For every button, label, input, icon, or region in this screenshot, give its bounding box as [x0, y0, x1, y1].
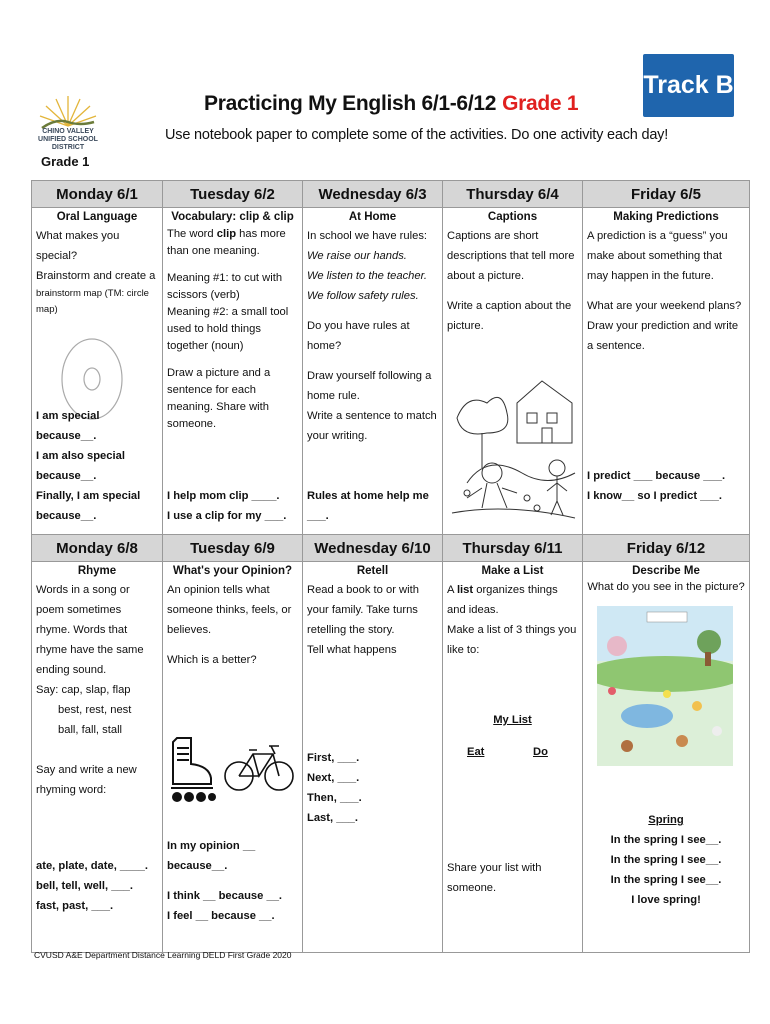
share-instruction: Share your list with someone.	[447, 862, 542, 894]
sentence-frame: Finally, I am special because__.	[36, 490, 141, 522]
instruction: Draw yourself following a home rule.	[307, 370, 432, 402]
cell-thursday-6-11	[443, 562, 583, 953]
text-line: Words in a song or poem sometimes rhyme. Words that rhyme have the same ending sound.	[36, 584, 144, 676]
grade-label: Grade 1	[41, 154, 90, 169]
cell-friday-6-5	[583, 208, 750, 535]
track-badge: Track B	[643, 54, 734, 117]
week1-row	[32, 208, 750, 535]
rhyme-frame: bell, tell, well, ___.	[36, 880, 134, 892]
question: What do you see in the picture?	[587, 581, 745, 593]
sentence-frame: I am also special because__.	[36, 450, 125, 482]
park-scene-image	[447, 373, 577, 523]
week1-header-row	[32, 181, 750, 208]
rhyme-frame: ate, plate, date, ____.	[36, 860, 148, 872]
week2-row	[32, 562, 750, 953]
page-subtitle: Use notebook paper to complete some of the activities. Do one activity each day!	[165, 127, 669, 143]
title-grade: Grade 1	[502, 92, 579, 115]
activity-grid	[31, 180, 750, 953]
text-line: An opinion tells what someone thinks, feels, or believes.	[167, 584, 292, 636]
roller-skate-icon	[165, 734, 217, 804]
cell-wednesday-6-3	[303, 208, 443, 535]
title-text: Practicing My English 6/1-6/12	[204, 92, 497, 115]
instruction: Say and write a new rhyming word:	[36, 764, 137, 796]
day-header: Thursday 6/4	[443, 181, 583, 208]
rule-line: We follow safety rules.	[307, 290, 419, 302]
sentence-frame: I am special because__.	[36, 410, 100, 442]
day-header: Wednesday 6/10	[303, 535, 443, 562]
text-line: The word clip has more than one meaning.	[167, 228, 286, 257]
sentence-frame: In the spring I see__.	[610, 874, 722, 886]
activity-title: At Home	[348, 211, 397, 223]
spring-scene-image	[597, 606, 733, 766]
list-column-do: Do	[533, 746, 548, 758]
rhyme-line: Say: cap, slap, flap	[36, 684, 131, 696]
day-header: Friday 6/12	[583, 535, 750, 562]
activity-title: Captions	[487, 211, 538, 223]
instruction: Write a caption about the picture.	[447, 300, 572, 332]
text-line: A list organizes things and ideas.	[447, 584, 558, 616]
page-footer: CVUSD A&E Department Distance Learning DELD First Grade 2020	[34, 950, 292, 960]
frame-heading: Spring	[648, 814, 684, 826]
page-title	[204, 92, 578, 116]
bicycle-icon	[223, 740, 295, 794]
rhyme-line: best, rest, nest	[58, 704, 132, 716]
text-line: What makes you special?	[36, 230, 120, 262]
cell-tuesday-6-9	[163, 562, 303, 953]
sequence-frame: Last, ___.	[307, 812, 358, 824]
instruction: What are your weekend plans? Draw your prediction and write a sentence.	[587, 300, 742, 352]
activity-title: Rhyme	[77, 565, 117, 577]
rule-line: We listen to the teacher.	[307, 270, 428, 282]
sentence-frame: I think __ because __.	[167, 890, 283, 902]
cell-monday-6-8	[32, 562, 163, 953]
activity-title: Making Predictions	[613, 211, 719, 223]
text-line: Tell what happens	[307, 644, 397, 656]
instruction: Draw a picture and a sentence for each meaning. Share with someone.	[167, 367, 271, 430]
instruction: Make a list of 3 things you like to:	[447, 624, 577, 656]
sentence-frame: In my opinion __ because__.	[167, 840, 256, 872]
logo-text: CHINO VALLEY UNIFIED SCHOOL DISTRICT	[38, 128, 98, 151]
sequence-frame: Next, ___.	[307, 772, 360, 784]
activity-title: Oral Language	[56, 211, 138, 223]
day-header: Monday 6/1	[32, 181, 163, 208]
sentence-frame: In the spring I see__.	[610, 834, 722, 846]
sentence-frame: I predict ___ because ___.	[587, 470, 726, 482]
sentence-frame: In the spring I see__.	[610, 854, 722, 866]
activity-title: Vocabulary: clip & clip	[171, 211, 294, 223]
text-line: In school we have rules:	[307, 230, 428, 242]
sentence-frame: Rules at home help me ___.	[307, 490, 429, 522]
rule-line: We raise our hands.	[307, 250, 407, 262]
meaning-1: Meaning #1: to cut with scissors (verb)	[167, 272, 283, 301]
meaning-2: Meaning #2: a small tool used to hold things together (noun)	[167, 306, 289, 352]
sentence-frame: I know__ so I predict ___.	[587, 490, 722, 502]
day-header: Thursday 6/11	[443, 535, 583, 562]
week2-header-row	[32, 535, 750, 562]
sequence-frame: First, ___.	[307, 752, 360, 764]
activity-title: What's your Opinion?	[172, 565, 292, 577]
sentence-frame: I feel __ because __.	[167, 910, 275, 922]
cell-monday-6-1	[32, 208, 163, 535]
activity-title: Describe Me	[632, 565, 700, 577]
list-column-eat: Eat	[467, 746, 485, 758]
activity-title: Make a List	[481, 565, 544, 577]
text-line: Read a book to or with your family. Take turns retelling the story.	[307, 584, 419, 636]
rhyme-frame: fast, past, ___.	[36, 900, 114, 912]
day-header: Friday 6/5	[583, 181, 750, 208]
cell-thursday-6-4	[443, 208, 583, 535]
sentence-frame: I help mom clip ____.	[167, 490, 280, 502]
text-line: A prediction is a “guess” you make about something that may happen in the future.	[587, 230, 728, 282]
sentence-frame: I love spring!	[631, 894, 701, 906]
activity-title: Retell	[356, 565, 389, 577]
cell-wednesday-6-10	[303, 562, 443, 953]
sequence-frame: Then, ___.	[307, 792, 362, 804]
text-line: Captions are short descriptions that tell more about a picture.	[447, 230, 575, 282]
day-header: Wednesday 6/3	[303, 181, 443, 208]
question: Do you have rules at home?	[307, 320, 410, 352]
day-header: Monday 6/8	[32, 535, 163, 562]
question: Which is a better?	[167, 654, 257, 666]
day-header: Tuesday 6/2	[163, 181, 303, 208]
text-line: Brainstorm and create a	[36, 270, 156, 282]
day-header: Tuesday 6/9	[163, 535, 303, 562]
text-line: brainstorm map (TM: circle map)	[36, 288, 149, 315]
my-list-heading: My List	[493, 714, 532, 726]
rhyme-line: ball, fall, stall	[58, 724, 123, 736]
instruction: Write a sentence to match your writing.	[307, 410, 437, 442]
cell-friday-6-12	[583, 562, 750, 953]
cell-tuesday-6-2	[163, 208, 303, 535]
sentence-frame: I use a clip for my ___.	[167, 510, 287, 522]
